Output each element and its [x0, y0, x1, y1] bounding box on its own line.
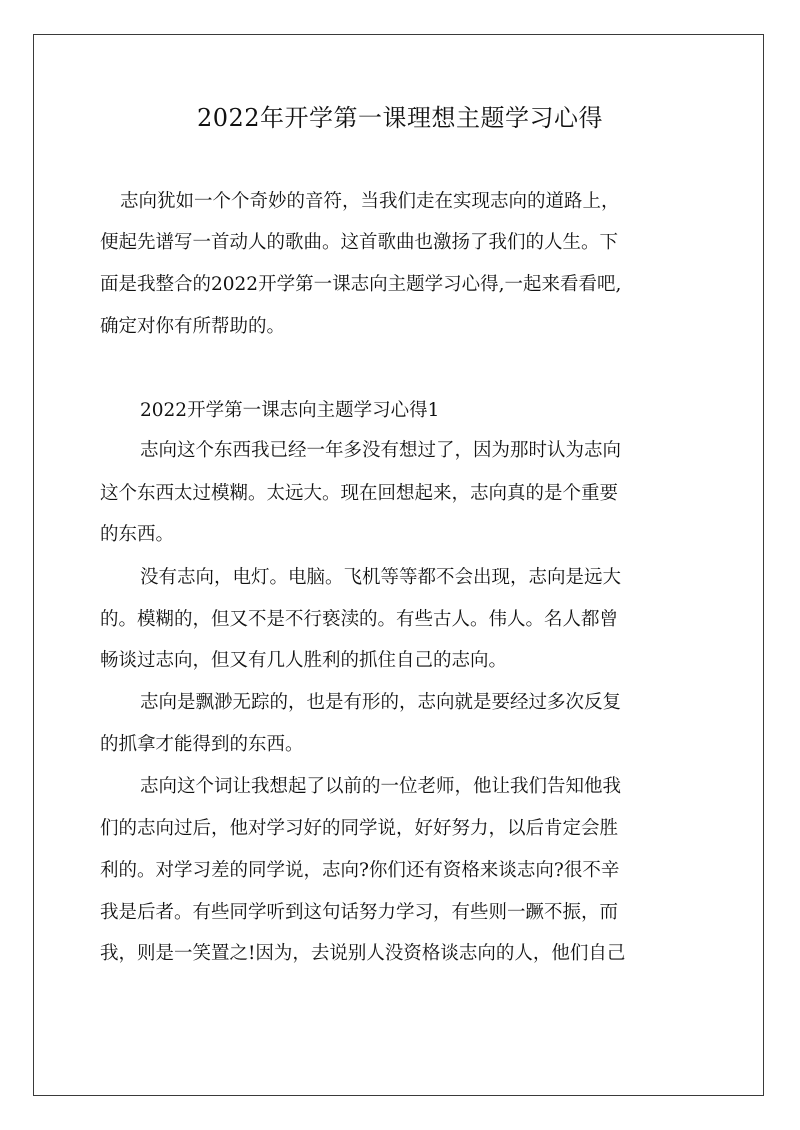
body-line: 的。模糊的，但又不是不行亵渎的。有些古人。伟人。名人都曾	[100, 609, 619, 630]
intro-line: 便起先谱写一首动人的歌曲。这首歌曲也激扬了我们的人生。下	[100, 232, 619, 253]
body-line: 志向这个词让我想起了以前的一位老师，他让我们告知他我	[140, 776, 622, 797]
body-line: 们的志向过后，他对学习好的同学说，好好努力，以后肯定会胜	[100, 818, 619, 839]
section-heading: 2022开学第一课志向主题学习心得1	[140, 400, 440, 421]
body-line: 畅谈过志向，但又有几人胜利的抓住自己的志向。	[100, 650, 508, 671]
intro-line: 确定对你有所帮助的。	[100, 316, 286, 337]
body-line: 我，则是一笑置之!因为，去说别人没资格谈志向的人，他们自己	[100, 943, 626, 964]
body-line: 我是后者。有些同学听到这句话努力学习，有些则一蹶不振，而	[100, 902, 619, 923]
body-line: 这个东西太过模糊。太远大。现在回想起来，志向真的是个重要	[100, 483, 619, 504]
body-line: 志向这个东西我已经一年多没有想过了，因为那时认为志向	[140, 440, 622, 461]
intro-line: 面是我整合的2022开学第一课志向主题学习心得,一起来看看吧,	[100, 274, 622, 295]
body-line: 的东西。	[100, 524, 175, 545]
body-line: 没有志向，电灯。电脑。飞机等等都不会出现，志向是远大	[140, 567, 622, 588]
body-line: 的抓拿才能得到的东西。	[100, 734, 304, 755]
body-line: 利的。对学习差的同学说，志向?你们还有资格来谈志向?很不辛	[100, 860, 620, 881]
document-title: 2022年开学第一课理想主题学习心得	[196, 104, 604, 132]
intro-line: 志向犹如一个个奇妙的音符，当我们走在实现志向的道路上，	[120, 191, 620, 212]
body-line: 志向是飘渺无踪的，也是有形的，志向就是要经过多次反复	[140, 692, 622, 713]
